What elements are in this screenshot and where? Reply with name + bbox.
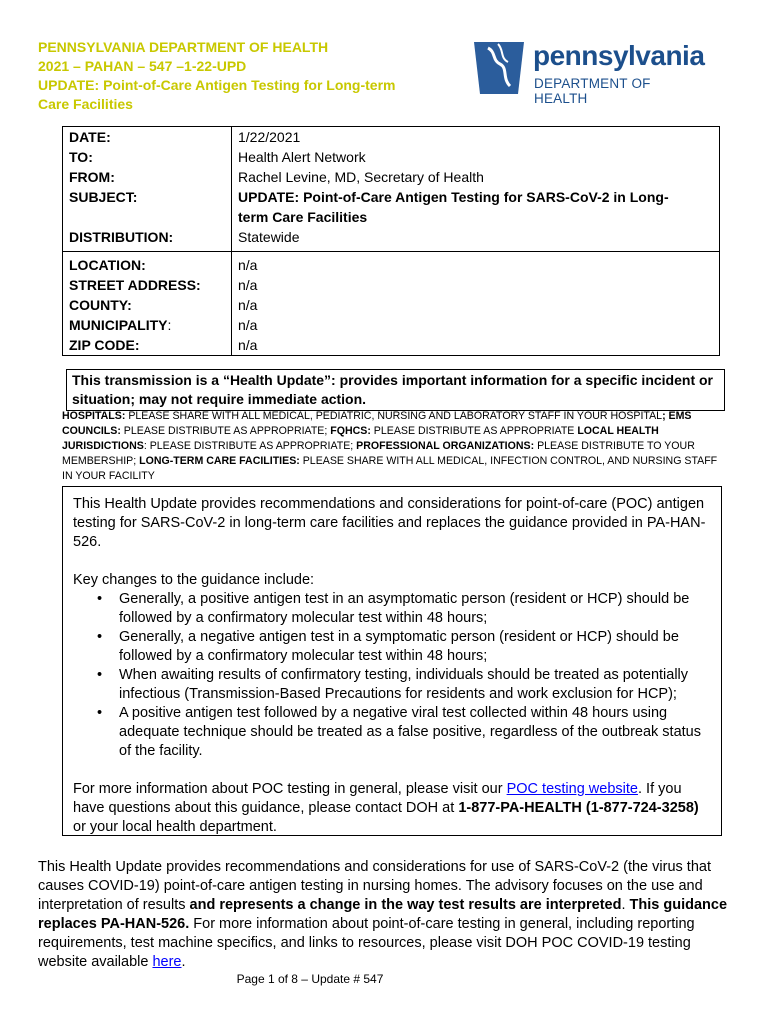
doh-phone-number: 1-877-PA-HEALTH (1-877-724-3258) [458, 800, 699, 816]
notice-line-1: This transmission is a “Health Update”: provides important information for a specific incident or [72, 372, 713, 388]
summary-box [62, 486, 722, 836]
zip-code-value: n/a [238, 337, 258, 353]
subject-line-2: term Care Facilities [238, 209, 368, 225]
here-link[interactable]: here [152, 954, 182, 970]
location-value: n/a [232, 252, 720, 276]
to-value: Health Alert Network [238, 149, 366, 165]
body-text-4: . [181, 954, 186, 970]
ems-text: PLEASE DISTRIBUTE AS APPROPRIATE; [120, 425, 331, 437]
logo-wordmark: pennsylvania [533, 40, 705, 71]
subject-label: SUBJECT: [63, 187, 232, 227]
distribution-value: Statewide [238, 229, 300, 245]
distribution-label: DISTRIBUTION: [63, 227, 232, 252]
municipality-label [63, 315, 232, 335]
header-agency: PENNSYLVANIA DEPARTMENT OF HEALTH [38, 39, 329, 55]
fqhc-text: PLEASE DISTRIBUTE AS APPROPRIATE [370, 425, 578, 437]
hospitals-label: HOSPITALS: [62, 410, 126, 422]
summary-intro: This Health Update provides recommendations and considerations for point-of-care (POC) antigen testing for SARS-CoV-2 in long-term care facilities and replaces the guidance provided in PA-HAN-526. [73, 496, 706, 550]
list-item [97, 590, 711, 628]
bullet-icon: • [97, 629, 103, 645]
memo-info-table [62, 126, 720, 356]
key-changes-list [97, 590, 711, 761]
more-info-text-3: or your local health department. [73, 819, 277, 835]
body-bold-1: and represents a change in the way test results are interpreted [185, 897, 622, 913]
street-address-label: STREET ADDRESS: [63, 275, 232, 295]
subject-line-1: UPDATE: Point-of-Care Antigen Testing for SARS-CoV-2 in Long- [238, 189, 669, 205]
health-update-notice [66, 369, 725, 411]
county-label: COUNTY: [63, 295, 232, 315]
fqhc-label: FQHCS: [330, 425, 371, 437]
notice-line-2: situation; may not require immediate action. [72, 391, 367, 407]
bullet-text: A positive antigen test followed by a negative viral test collected within 48 hours using adequate technique should be treated as a false positive, regardless of the outbreak status of the facility. [119, 705, 701, 759]
page-footer: Page 1 of 8 – Update # 547 [236, 972, 384, 986]
bullet-icon: • [97, 705, 103, 721]
bullet-text: Generally, a negative antigen test in a symptomatic person (resident or HCP) should be followed by a confirmatory molecular test within 48 hours; [119, 629, 679, 664]
bullet-icon: • [97, 667, 103, 683]
header-title-cont: Care Facilities [38, 96, 133, 112]
street-address-value: n/a [238, 277, 258, 293]
lhj-text: : PLEASE DISTRIBUTE AS APPROPRIATE; [143, 440, 357, 452]
subject-value [232, 187, 720, 227]
lhj-label: LOCAL HEALTH JURISDICTIONS [62, 425, 659, 452]
header-han-number: 2021 – PAHAN – 547 –1-22-UPD [38, 58, 247, 74]
body-text-2: . [621, 897, 630, 913]
municipality-value: n/a [238, 317, 258, 333]
from-label: FROM: [63, 167, 232, 187]
list-item [97, 666, 711, 704]
key-changes-heading: Key changes to the guidance include: [73, 572, 315, 588]
list-item [97, 704, 711, 761]
list-item [97, 628, 711, 666]
municipality-label-text: MUNICIPALITY [69, 317, 168, 333]
bullet-icon: • [97, 591, 103, 607]
municipality-label-colon: : [167, 317, 172, 333]
pa-doh-logo [470, 38, 705, 106]
date-label: DATE: [63, 127, 232, 148]
bullet-text: When awaiting results of confirmatory testing, individuals should be treated as potentially infectious (Transmission-Based Precautions for residents and work exclusion for HCP); [119, 667, 689, 702]
header-title: UPDATE: Point-of-Care Antigen Testing for Long-term [38, 77, 396, 93]
body-bold-2: This guidance replaces PA-HAN-526. [38, 897, 728, 932]
to-label: TO: [63, 147, 232, 167]
keystone-icon [470, 38, 528, 98]
bullet-text: Generally, a positive antigen test in an asymptomatic person (resident or HCP) should be followed by a confirmatory molecular test within 48 hours; [119, 591, 690, 626]
hospitals-text: PLEASE SHARE WITH ALL MEDICAL, PEDIATRIC, NURSING AND LABORATORY STAFF IN YOUR HOSPITAL [125, 410, 663, 422]
more-info-text-2: . If you have questions about this guidance, please contact DOH at [73, 781, 682, 816]
prof-org-label: PROFESSIONAL ORGANIZATIONS: [356, 440, 535, 452]
distribution-instructions [62, 409, 722, 484]
more-info-paragraph [73, 780, 711, 837]
county-value: n/a [238, 297, 258, 313]
prof-org-text: PLEASE DISTRIBUTE TO YOUR MEMBERSHIP; [62, 440, 695, 467]
document-header [38, 38, 458, 114]
body-text-3: For more information about point-of-care testing in general, including reporting requirements, test machine specifics, and links to resources, please visit DOH POC COVID-19 testing website available [38, 916, 695, 970]
more-info-text: For more information about POC testing in general, please visit our [73, 781, 507, 797]
zip-code-label: ZIP CODE: [63, 335, 232, 356]
location-label: LOCATION: [63, 252, 232, 276]
ltc-label: LONG-TERM CARE FACILITIES: [139, 455, 300, 467]
logo-subtitle: DEPARTMENT OF HEALTH [534, 76, 651, 106]
body-paragraph [38, 858, 738, 972]
body-text-1: This Health Update provides recommendations and considerations for use of SARS-CoV-2 (the virus that causes COVID-19) point-of-care antigen testing in nursing homes. The advisory focuses on the use and interpretation of results [38, 859, 711, 913]
date-value: 1/22/2021 [238, 129, 301, 145]
poc-testing-website-link[interactable]: POC testing website [506, 781, 638, 797]
ems-label: ; EMS COUNCILS: [62, 410, 692, 437]
from-value: Rachel Levine, MD, Secretary of Health [238, 169, 484, 185]
ltc-text: PLEASE SHARE WITH ALL MEDICAL, INFECTION CONTROL, AND NURSING STAFF IN YOUR FACILITY [62, 455, 718, 482]
